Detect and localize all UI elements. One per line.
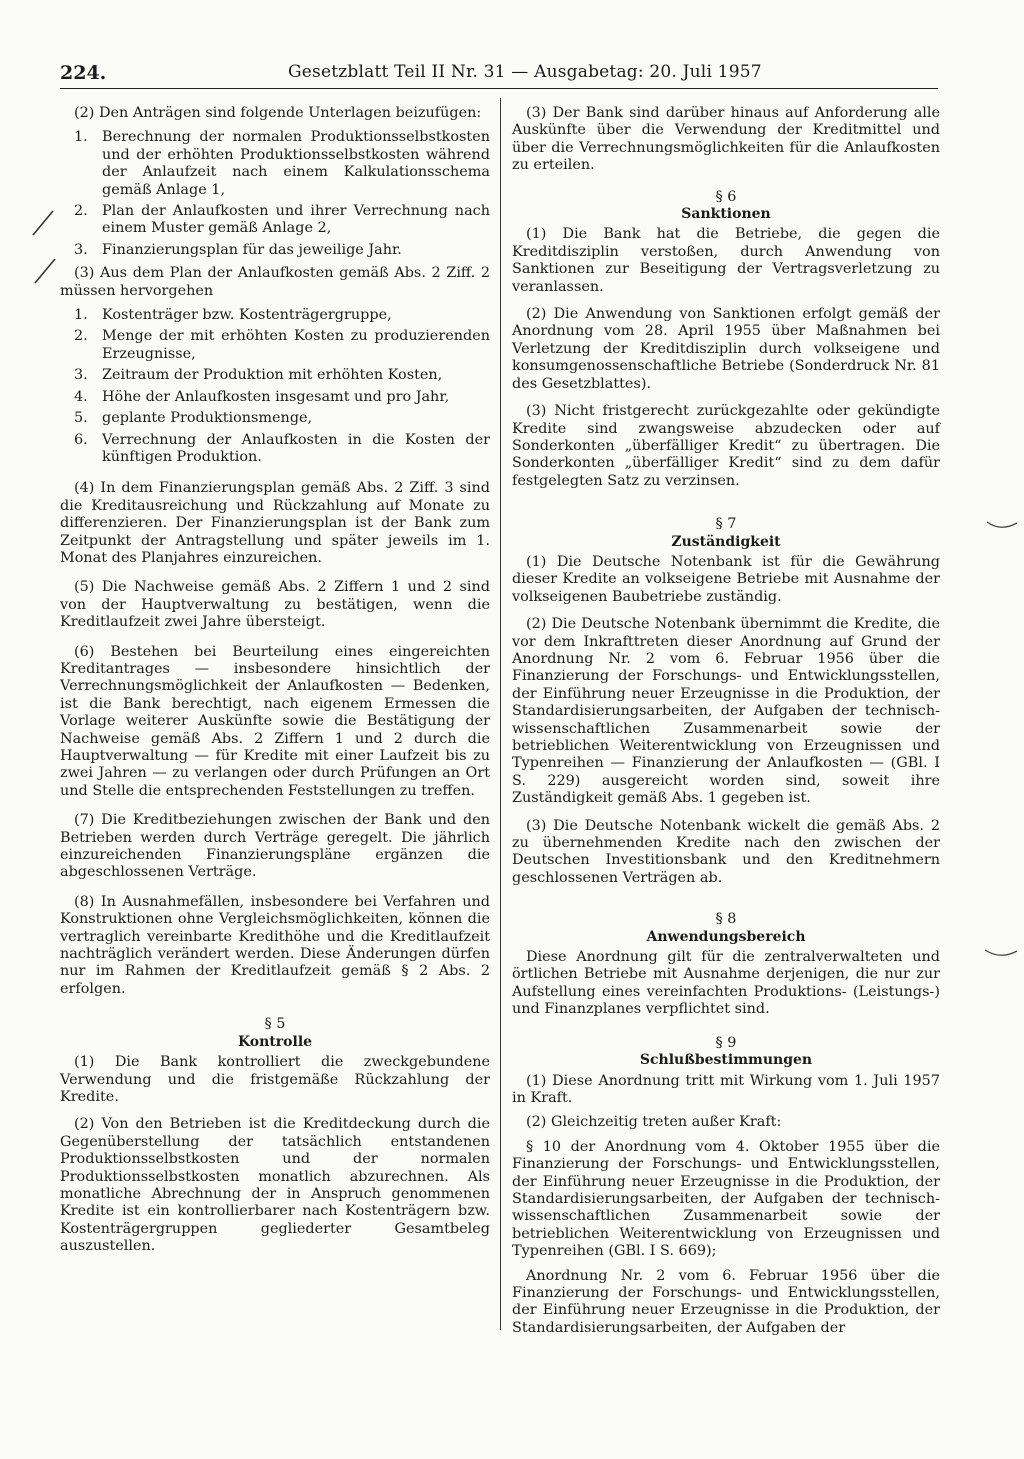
- paragraph: (1) Diese Anordnung tritt mit Wirkung vom 1. Juli 1957 in Kraft.: [512, 1072, 940, 1106]
- page-header: [60, 62, 938, 89]
- section-symbol: § 6: [715, 188, 737, 205]
- enumerated-list: [60, 129, 490, 259]
- paragraph: (1) Die Bank hat die Betriebe, die gegen die Kreditdisziplin verstoßen, durch Anwendung von Sanktionen zur Beseitigung der Vertragsverletzung zu veranlassen.: [512, 226, 940, 295]
- list-item: [60, 129, 490, 199]
- margin-curve-mark: [983, 946, 1019, 960]
- list-item-number: 2.: [74, 328, 88, 345]
- list-item: [60, 203, 490, 238]
- section-title: Sanktionen: [681, 206, 771, 223]
- list-item: [60, 389, 490, 406]
- column-divider: [500, 98, 501, 1330]
- paragraph: (3) Aus dem Plan der Anlaufkosten gemäß Abs. 2 Ziff. 2 müssen hervorgehen: [60, 265, 490, 299]
- paragraph: (1) Die Bank kontrolliert die zweckgebundene Verwendung und die fristgemäße Rückzahlung der Kredite.: [60, 1054, 490, 1105]
- list-item-text: Kostenträger bzw. Kostenträgergruppe,: [102, 307, 392, 324]
- paragraph: (3) Die Deutsche Notenbank wickelt die gemäß Abs. 2 zu übernehmenden Kredite nach den zwischen der Deutschen Investitionsbank und den Kreditnehmern geschlossenen Verträgen ab.: [512, 817, 940, 886]
- page-number: 224.: [60, 62, 107, 84]
- list-item: [60, 328, 490, 363]
- list-item-number: 4.: [74, 388, 88, 405]
- list-item-text: Menge der mit erhöhten Kosten zu produzierenden Erzeugnisse,: [102, 328, 490, 362]
- list-item-text: geplante Produktionsmenge,: [102, 410, 313, 427]
- left-column: [60, 105, 490, 1263]
- margin-curve-mark: [985, 518, 1019, 532]
- list-item-text: Plan der Anlaufkosten und ihrer Verrechnung nach einem Muster gemäß Anlage 2,: [102, 203, 490, 237]
- list-item-number: 3.: [74, 367, 88, 384]
- list-item-text: Zeitraum der Produktion mit erhöhten Kosten,: [102, 367, 443, 384]
- paragraph: Anordnung Nr. 2 vom 6. Februar 1956 über die Finanzierung der Forschungs- und Entwicklungsstellen, der Einführung neuer Erzeugnisse in die Produktion, der Standardisierungsarbeiten, der Aufgaben der: [512, 1267, 940, 1336]
- paragraph: (2) Von den Betrieben ist die Kreditdeckung durch die Gegenüberstellung der tatsächlich entstandenen Produktionsselbstkosten und der normalen Produktionsselbstkosten monatlich abzurechnen. Als monatliche Abrechnung der in Anspruch genommenen Kredite ist ein kontrollierbarer nach Kostenträgern bzw. Kostenträgergruppen gegliederter Gesamtbeleg auszustellen.: [60, 1116, 490, 1255]
- paragraph: (5) Die Nachweise gemäß Abs. 2 Ziffern 1 und 2 sind von der Hauptverwaltung zu bestätigen, wenn die Kreditlaufzeit zwei Jahre übersteigt.: [60, 579, 490, 631]
- paragraph: § 10 der Anordnung vom 4. Oktober 1955 über die Finanzierung der Forschungs- und Entwicklungsstellen, der Einführung neuer Erzeugnisse in die Produktion, der Standardisierungsarbeiten, der Aufgaben der technisch-wissenschaftlichen Zusammenarbeit sowie der betrieblichen Weiterentwicklung von Erzeugnissen und Typenreihen (GBl. I S. 669);: [512, 1138, 940, 1260]
- margin-slash-mark: [30, 208, 56, 238]
- list-item: [60, 242, 490, 259]
- paragraph: (2) Den Anträgen sind folgende Unterlagen beizufügen:: [74, 105, 482, 121]
- list-item-text: Verrechnung der Anlaufkosten in die Kosten der künftigen Produktion.: [102, 431, 490, 465]
- list-item-number: 1.: [74, 307, 88, 324]
- header-title: Gesetzblatt Teil II Nr. 31 — Ausgabetag: 20. Juli 1957: [288, 62, 762, 82]
- paragraph: (2) Die Deutsche Notenbank übernimmt die Kredite, die vor dem Inkrafttreten dieser Anordnung auf Grund der Anordnung Nr. 2 vom 6. Februar 1956 über die Finanzierung der Forschungs- und Entwicklungsstellen, der Einführung neuer Erzeugnisse in die Produktion, der Standardisierungsarbeiten, der Aufgaben der technisch-wissenschaftlichen Zusammenarbeit sowie der betrieblichen Weiterentwicklung von Erzeugnissen und Typenreihen — Finanzierung der Anlaufkosten — (GBl. I S. 229) ausgereicht worden sind, soweit ihre Zuständigkeit gemäß Abs. 1 gegeben ist.: [512, 616, 940, 807]
- list-item: [60, 307, 490, 324]
- paragraph: (4) In dem Finanzierungsplan gemäß Abs. 2 Ziff. 3 sind die Kreditausreichung und Rückzahlung auf Monate zu differenzieren. Der Finanzierungsplan ist der Bank zum Zeitpunkt der Antragstellung und später jeweils im 1. Monat des Planjahres einzureichen.: [60, 480, 490, 566]
- section-title: Anwendungsbereich: [646, 928, 806, 945]
- paragraph: Diese Anordnung gilt für die zentralverwalteten und örtlichen Betriebe mit Ausnahme derjenigen, die nur zur Aufstellung eines vereinfachten Produktions- (Leistungs-) und Finanzplanes verpflichtet sind.: [512, 949, 940, 1018]
- list-item-number: 6.: [74, 431, 88, 448]
- paragraph: (6) Bestehen bei Beurteilung eines eingereichten Kreditantrages — insbesondere hinsichtlich der Verrechnungsmöglichkeit der Anlaufkosten — Bedenken, ist die Bank berechtigt, nach eigenem Ermessen die Vorlage weiterer Auskünfte sowie die Bestätigung der Nachweise gemäß Abs. 2 Ziffern 1 und 2 durch die Hauptverwaltung — für Kredite mit einer Laufzeit bis zu zwei Jahren — zu verlangen oder durch Prüfungen an Ort und Stelle die entsprechenden Feststellungen zu treffen.: [60, 643, 490, 799]
- margin-slash-mark: [32, 256, 58, 286]
- section-symbol: § 7: [715, 516, 737, 533]
- paragraph: (2) Gleichzeitig treten außer Kraft:: [526, 1114, 782, 1131]
- list-item-number: 5.: [74, 410, 88, 427]
- section-symbol: § 8: [715, 911, 737, 928]
- list-item-text: Berechnung der normalen Produktionsselbstkosten und der erhöhten Produktionsselbstkosten während der Anlaufzeit nach einem Kalkulationsschema gemäß Anlage 1,: [102, 129, 490, 198]
- list-item-number: 1.: [74, 129, 88, 146]
- section-symbol: § 5: [264, 1016, 286, 1033]
- list-item-number: 3.: [74, 241, 88, 258]
- enumerated-list: [60, 307, 490, 466]
- paragraph: (3) Der Bank sind darüber hinaus auf Anforderung alle Auskünfte über die Verwendung der Kreditmittel und über die Verrechnungsmöglichkeiten für die Anlaufkosten zu erteilen.: [512, 105, 940, 174]
- list-item: [60, 410, 490, 427]
- list-item: [60, 432, 490, 467]
- section-title: Zuständigkeit: [671, 533, 781, 550]
- list-item: [60, 367, 490, 384]
- section-title: Schlußbestimmungen: [639, 1052, 813, 1069]
- paragraph: (3) Nicht fristgerecht zurückgezahlte oder gekündigte Kredite sind zwangsweise abzudecken oder auf Sonderkonten „überfälliger Kredit“ zu übertragen. Die Sonderkonten „überfälliger Kredit“ sind zu dem dafür festgelegten Satz zu verzinsen.: [512, 403, 940, 489]
- section-title: Kontrolle: [237, 1033, 313, 1050]
- right-column: [512, 105, 940, 1344]
- paragraph: (2) Die Anwendung von Sanktionen erfolgt gemäß der Anordnung vom 28. April 1955 über Maßnahmen bei Verletzung der Kreditdisziplin durch volkseigene und konsumgenossenschaftliche Betriebe (Sonderdruck Nr. 81 des Gesetzblattes).: [512, 306, 940, 392]
- paragraph: (7) Die Kreditbeziehungen zwischen der Bank und den Betrieben werden durch Verträge geregelt. Die jährlich einzureichenden Finanzierungspläne ergänzen die abgeschlossenen Verträge.: [60, 812, 490, 881]
- paragraph: (8) In Ausnahmefällen, insbesondere bei Verfahren und Konstruktionen ohne Vergleichsmöglichkeiten, können die vertraglich vereinbarte Kredithöhe und die Kreditlaufzeit nachträglich verändert werden. Diese Änderungen dürfen nur im Rahmen der Kreditlaufzeit gemäß § 2 Abs. 2 erfolgen.: [60, 893, 490, 997]
- list-item-text: Höhe der Anlaufkosten insgesamt und pro Jahr,: [102, 388, 450, 405]
- paragraph: (1) Die Deutsche Notenbank ist für die Gewährung dieser Kredite an volkseigene Betriebe mit Ausnahme der volkseigenen Baubetriebe zuständig.: [512, 553, 940, 605]
- section-symbol: § 9: [715, 1034, 737, 1051]
- list-item-number: 2.: [74, 203, 88, 220]
- list-item-text: Finanzierungsplan für das jeweilige Jahr.: [102, 241, 402, 258]
